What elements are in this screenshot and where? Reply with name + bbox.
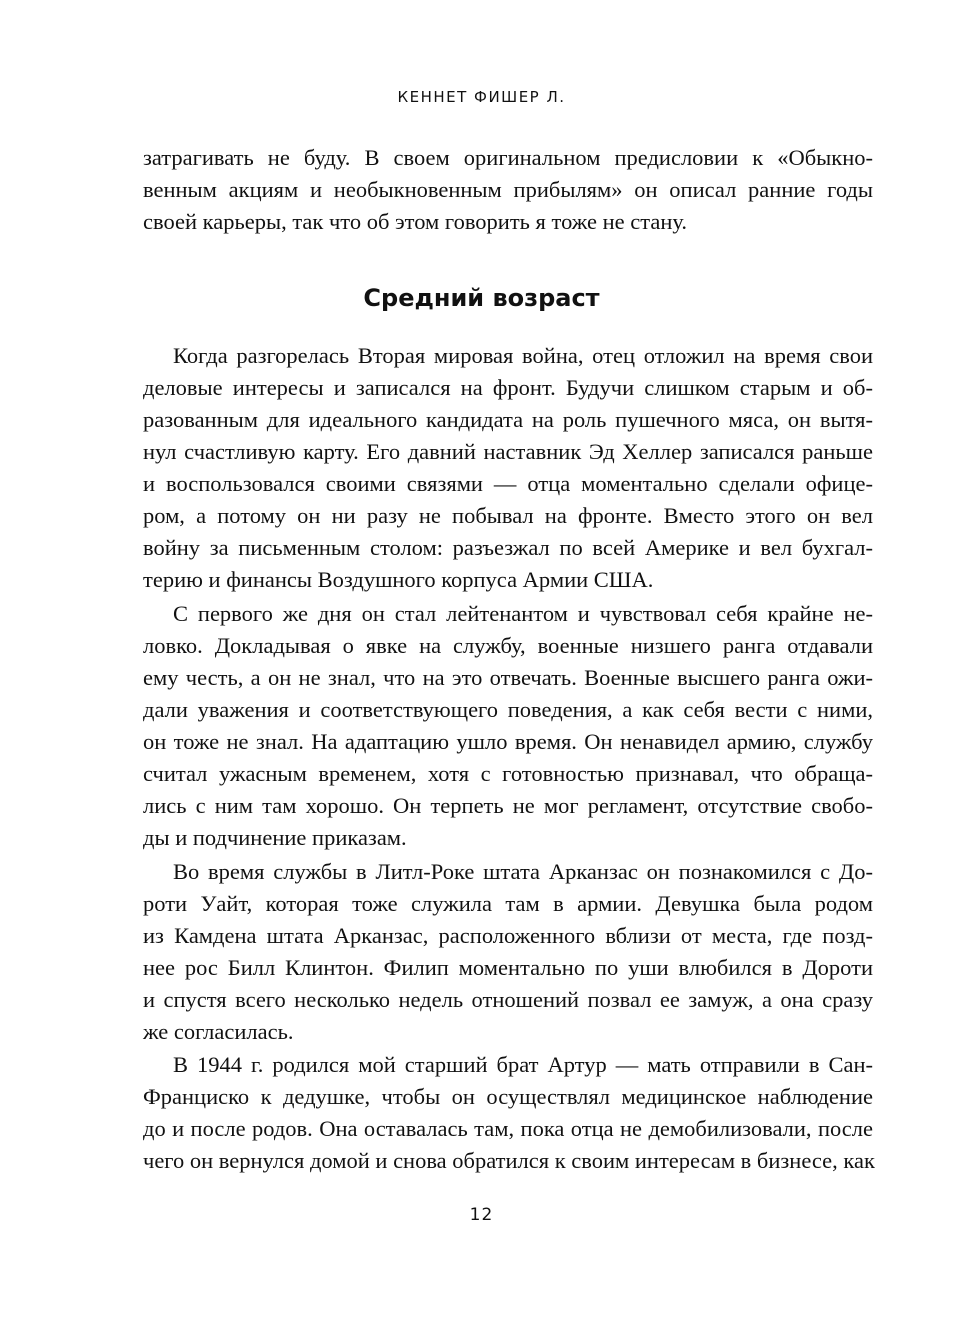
running-title: КЕННЕТ ФИШЕР Л. (397, 88, 566, 106)
text-line: Когда разгорелась Вторая мировая война, отец отложил на время свои (173, 343, 873, 368)
text-line: ему честь, а он не знал, что на это отвечать. Военные высшего ранга ожи- (143, 665, 873, 690)
text-line: венным акциям и необыкновенным прибылям» он описал ранние годы (143, 177, 873, 202)
text-line: ловко. Докладывая о явке на службу, военные низшего ранга отдавали (143, 633, 873, 658)
page-number: 12 (469, 1205, 494, 1225)
text-line: до и после родов. Она оставалась там, пока отца не демобилизовали, после (143, 1116, 873, 1141)
text-line: Франциско к дедушке, чтобы он осуществлял медицинское наблюдение (143, 1084, 873, 1109)
text-line: чего он вернулся домой и снова обратился к своим интересам в бизнесе, как (143, 1148, 875, 1173)
text-line: нее рос Билл Клинтон. Филип моментально по уши влюбился в Дороти (143, 955, 873, 980)
text-line: и воспользовался своими связями — отца моментально сделали офице- (143, 471, 873, 496)
text-line: нул счастливую карту. Его давний наставник Эд Хеллер записался раньше (143, 439, 873, 464)
text-line: же согласилась. (143, 1019, 294, 1044)
text-line: дали уважения и соответствующего поведения, а как себя вести с ними, (143, 697, 873, 722)
text-line: затрагивать не буду. В своем оригинальном предисловии к «Обыкно- (143, 145, 873, 170)
section-heading: Средний возраст (363, 284, 600, 312)
text-line: В 1944 г. родился мой старший брат Артур — мать отправили в Сан- (173, 1052, 873, 1077)
text-line: роти Уайт, которая тоже служила там в армии. Девушка была родом (143, 891, 873, 916)
text-line: он тоже не знал. На адаптацию ушло время. Он ненавидел армию, службу (143, 729, 873, 754)
text-line: считал ужасным временем, хотя с готовностью признавал, что обраща- (143, 761, 873, 786)
text-line: ром, а потому он ни разу не побывал на фронте. Вместо этого он вел (143, 503, 873, 528)
text-line: своей карьеры, так что об этом говорить я тоже не стану. (143, 209, 688, 234)
text-line: терию и финансы Воздушного корпуса Армии США. (143, 567, 654, 592)
text-line: ды и подчинение приказам. (143, 825, 407, 850)
text-line: разованным для идеального кандидата на роль пушечного мяса, он вытя- (143, 407, 873, 432)
text-line: деловые интересы и записался на фронт. Будучи слишком старым и об- (143, 375, 873, 400)
text-line: войну за письменным столом: разъезжал по всей Америке и вел бухгал- (143, 535, 873, 560)
text-line: и спустя всего несколько недель отношений позвал ее замуж, а она сразу (143, 987, 873, 1012)
text-line: С первого же дня он стал лейтенантом и чувствовал себя крайне не- (173, 601, 873, 626)
text-line: Во время службы в Литл-Роке штата Арканзас он познакомился с До- (173, 859, 873, 884)
text-line: из Камдена штата Арканзас, расположенного вблизи от места, где позд- (143, 923, 873, 948)
text-line: лись с ним там хорошо. Он терпеть не мог регламент, отсутствие свобо- (143, 793, 873, 818)
